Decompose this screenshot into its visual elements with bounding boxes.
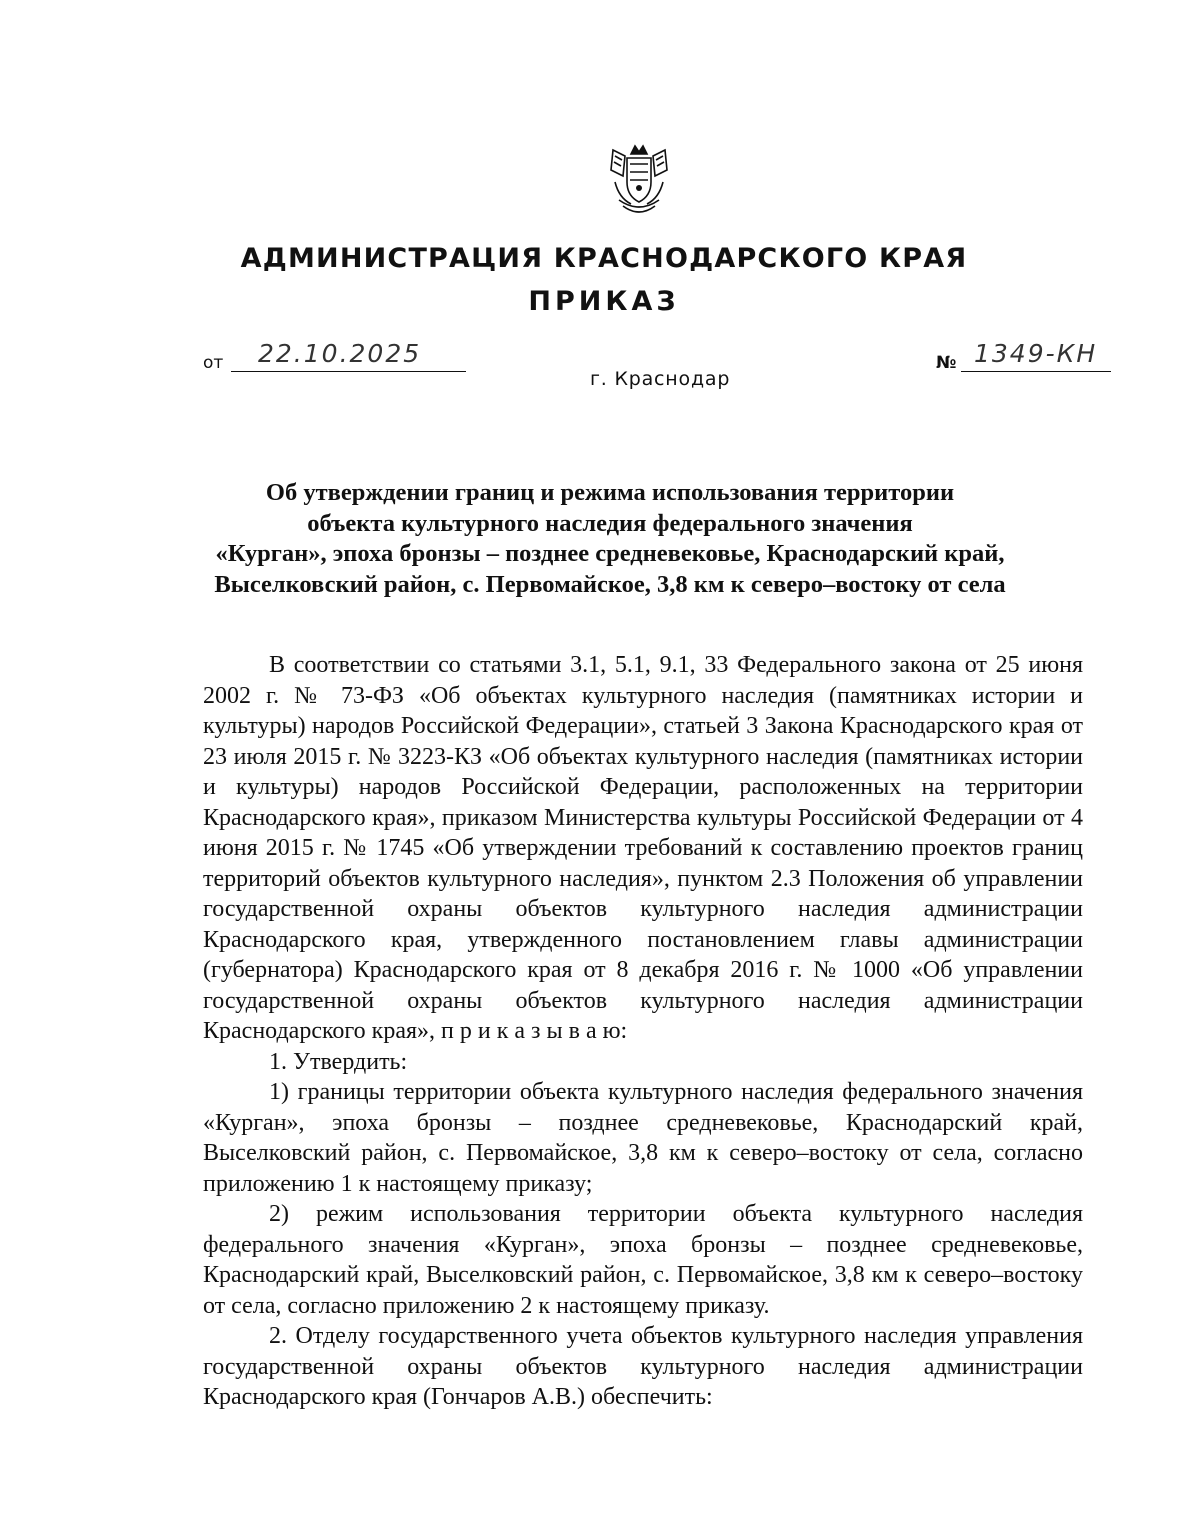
- number-underline: [961, 371, 1111, 372]
- preamble-paragraph: [203, 650, 1083, 1047]
- title-line: Выселковский район, с. Первомайское, 3,8 км к северо–востоку от села: [214, 570, 1006, 598]
- organization-name: АДМИНИСТРАЦИЯ КРАСНОДАРСКОГО КРАЯ: [240, 243, 968, 274]
- number-field: [936, 339, 1126, 375]
- document-title: [140, 478, 1080, 600]
- number-label: №: [936, 353, 957, 373]
- document-body: [203, 650, 1083, 1413]
- coat-of-arms-emblem: [605, 142, 673, 222]
- order-word: п р и к а з ы в а ю:: [441, 1018, 628, 1044]
- date-underline: [231, 371, 466, 372]
- title-line: объекта культурного наследия федерального значения: [307, 509, 913, 537]
- item-1: 1. Утвердить:: [269, 1048, 408, 1075]
- preamble-text: В соответствии со статьями 3.1, 5.1, 9.1, 33 Федерального закона от 25 июня 2002 г. № 73-ФЗ «Об объектах культурного наследия (памятниках истории и культуры) народов Российской Федерации», статьей 3 Закона Краснодарского края от 23 июля 2015 г. № 3223-КЗ «Об объектах культурного наследия (памятниках истории и культуры) народов Российской Федерации, расположенных на территории Краснодарского края», приказом Министерства культуры Российской Федерации от 4 июня 2015 г. № 1745 «Об утверждении требований к составлению проектов границ территорий объектов культурного наследия», пунктом 2.3 Положения об управлении государственной охраны объектов культурного наследия администрации Краснодарского края, утвержденного постановлением главы администрации (губернатора) Краснодарского края от 8 декабря 2016 г. № 1000 «Об управлении государственной охраны объектов культурного наследия администрации Краснодарского края»,: [203, 652, 1083, 1044]
- title-line: «Курган», эпоха бронзы – позднее средневековье, Краснодарский край,: [215, 540, 1005, 568]
- item-1-1: 1) границы территории объекта культурного наследия федерального значения «Курган», эпоха бронзы – позднее средневековье, Краснодарский край, Выселковский район, с. Первомайское, 3,8 км к северо–востоку от села, согласно приложению 1 к настоящему приказу;: [203, 1079, 1083, 1197]
- number-value: 1349-КН: [974, 339, 1098, 368]
- document-type: ПРИКАЗ: [528, 286, 680, 317]
- title-line: Об утверждении границ и режима использования территории: [265, 479, 955, 506]
- city: г. Краснодар: [590, 368, 731, 390]
- date-label: от: [203, 353, 224, 373]
- item-1-2: 2) режим использования территории объекта культурного наследия федерального значения «Курган», эпоха бронзы – позднее средневековье, Краснодарский край, Выселковский район, с. Первомайское, 3,8 км к северо–востоку от села, согласно приложению 2 к настоящему приказу.: [203, 1201, 1083, 1319]
- date-value: 22.10.2025: [258, 339, 422, 368]
- item-2: 2. Отделу государственного учета объектов культурного наследия управления государственной охраны объектов культурного наследия администрации Краснодарского края (Гончаров А.В.) обеспечить:: [203, 1323, 1083, 1410]
